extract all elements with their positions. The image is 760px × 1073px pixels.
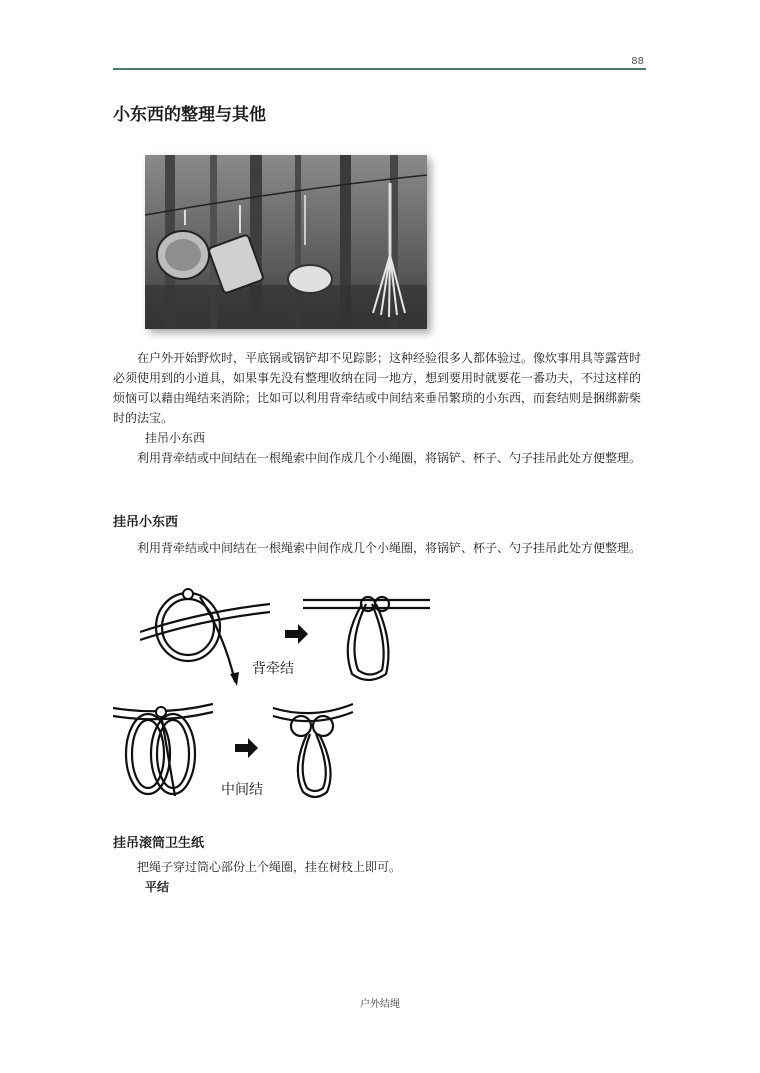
bowline-knot-diagram [140,582,435,687]
intro-paragraph: 在户外开始野炊时，平底锅或锅铲却不见踪影；这种经验很多人都体验过。像炊事用具等露营时必须使用到的小道具，如果事先没有整理收纳在同一地方，想到要用时就要花一番功夫，不过这样的烦恼可以藉由绳结来消除；比如可以利用背牵结或中间结来垂吊繁琐的小东西，而套结则是捆绑薪柴时的法宝。 [113,351,642,425]
bowline-label: 背牵结 [252,661,294,677]
page-title: 小东西的整理与其他 [113,105,266,125]
hang-items-paragraph: 利用背牵结或中间结在一根绳索中间作成几个小绳圈，将锅铲、杯子、勺子挂吊此处方便整理。 [137,541,642,555]
middle-knot-diagram [113,694,388,804]
page-number: 88 [631,56,644,67]
page-footer: 户外结绳 [360,999,400,1010]
middle-knot-label: 中间结 [221,782,263,798]
square-knot-label: 平结 [145,880,170,894]
intro-label: 挂吊小东西 [145,431,206,445]
intro-paragraph-2: 利用背牵结或中间结在一根绳索中间作成几个小绳圈，将锅铲、杯子、勺子挂吊此处方便整理。 [137,451,642,465]
header-rule [113,68,646,70]
section-heading-toilet-paper: 挂吊滚筒卫生纸 [113,836,205,851]
toilet-paper-paragraph: 把绳子穿过筒心部份上个绳圈，挂在树枝上即可。 [137,860,402,874]
camping-photo [145,155,427,329]
section-heading-hang-items: 挂吊小东西 [113,515,179,530]
